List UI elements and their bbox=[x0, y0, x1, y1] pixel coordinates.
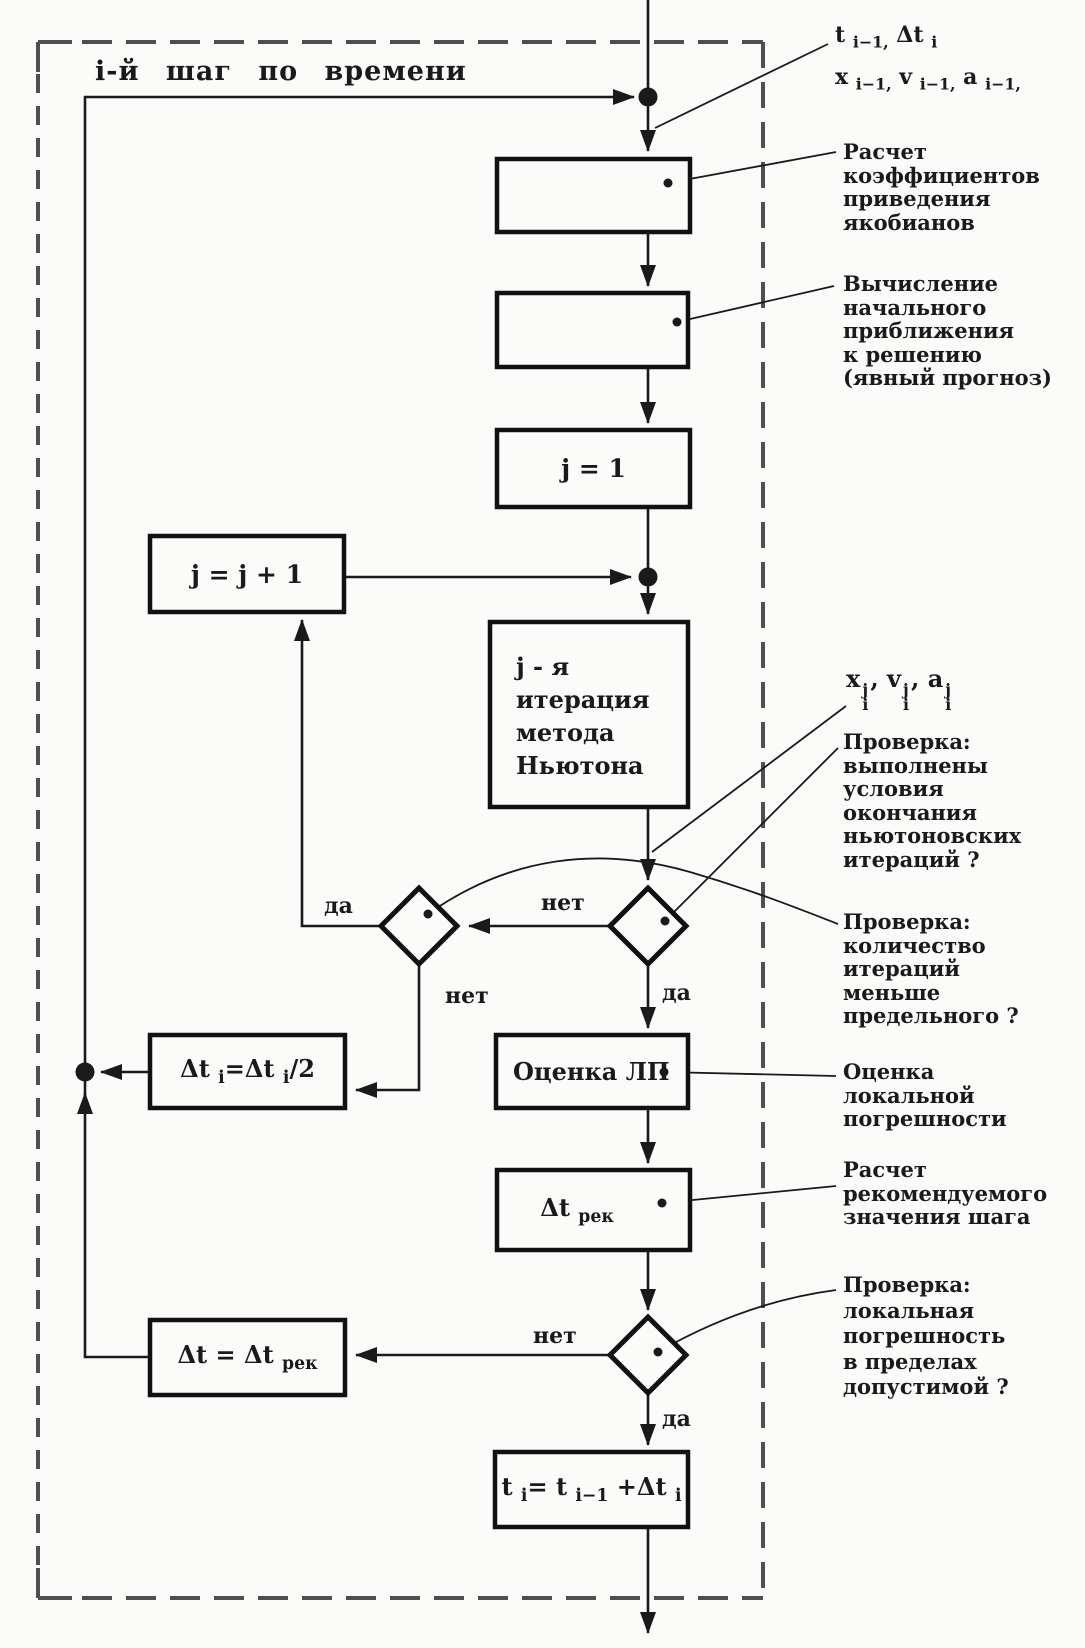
dt-assign-label: Δt = Δt $_{рек}$ bbox=[177, 1340, 318, 1375]
err-check-annotation: Проверка: локальная погрешность в пределах допустимой ? bbox=[843, 1272, 1009, 1399]
jacobian-leader bbox=[668, 152, 836, 183]
inputs-line-2: x $_{i-1,}$ v $_{i-1,}$ a $_{i-1,}$ bbox=[835, 63, 1021, 94]
iter-limit-diamond bbox=[381, 888, 457, 964]
predict-leader bbox=[677, 286, 834, 322]
merge-junction-dot bbox=[76, 1063, 95, 1082]
err-yes-label: да bbox=[662, 1406, 691, 1432]
t-update-label: t $_i$= t $_{i-1}$ +Δt $_i$ bbox=[501, 1472, 682, 1507]
iter-junction-dot bbox=[639, 568, 658, 587]
iter-yes-label: да bbox=[324, 893, 353, 919]
j-inc-label: j = j + 1 bbox=[190, 559, 304, 589]
frame-title: i-й шаг по времени bbox=[95, 56, 467, 87]
err-check-leader bbox=[658, 1290, 836, 1352]
newton-check-leader bbox=[665, 748, 838, 921]
iter-check-annotation: Проверка: количество итераций меньше предельного ? bbox=[843, 909, 1019, 1028]
step-calc-annotation: Расчет рекомендуемого значения шага bbox=[843, 1157, 1048, 1229]
yes-to-jinc-arrow bbox=[302, 620, 381, 926]
halve-step-label: Δt $_i$=Δt $_i$/2 bbox=[180, 1054, 315, 1089]
newton-label: j - я итерация метода Ньютона bbox=[516, 652, 650, 780]
newton-yes-label: да bbox=[662, 980, 691, 1006]
xva-annotation: x j i , v j i , a j i bbox=[846, 664, 952, 714]
inputs-annotation bbox=[835, 18, 1021, 101]
inputs-leader bbox=[655, 44, 828, 128]
jacobian-box bbox=[497, 159, 690, 232]
jacobian-annotation: Расчет коэффициентов приведения якобианов bbox=[843, 139, 1040, 235]
predict-box bbox=[497, 293, 688, 367]
decision-diamonds bbox=[381, 888, 686, 1393]
predict-annotation: Вычисление начального приближения к решению (явный прогноз) bbox=[843, 271, 1052, 390]
local-err-annotation: Оценка локальной погрешности bbox=[843, 1059, 1007, 1131]
local-error-label: Оценка ЛП bbox=[513, 1057, 670, 1086]
newton-check-annotation: Проверка: выполнены условия окончания ньютоновских итераций ? bbox=[843, 729, 1022, 872]
iter-no-label: нет bbox=[445, 983, 489, 1009]
dt-rec-label: Δt $_{рек}$ bbox=[540, 1192, 614, 1228]
no-to-halve-arrow bbox=[356, 964, 419, 1090]
err-no-label: нет bbox=[533, 1323, 577, 1349]
error-ok-diamond bbox=[610, 1317, 686, 1393]
newton-no-label: нет bbox=[541, 890, 585, 916]
j-init-label: j = 1 bbox=[561, 454, 626, 483]
newton-converged-diamond bbox=[610, 888, 686, 964]
inputs-line-1: t $_{i-1,}$ Δt $_i$ bbox=[835, 22, 938, 52]
top-junction-dot bbox=[639, 88, 658, 107]
